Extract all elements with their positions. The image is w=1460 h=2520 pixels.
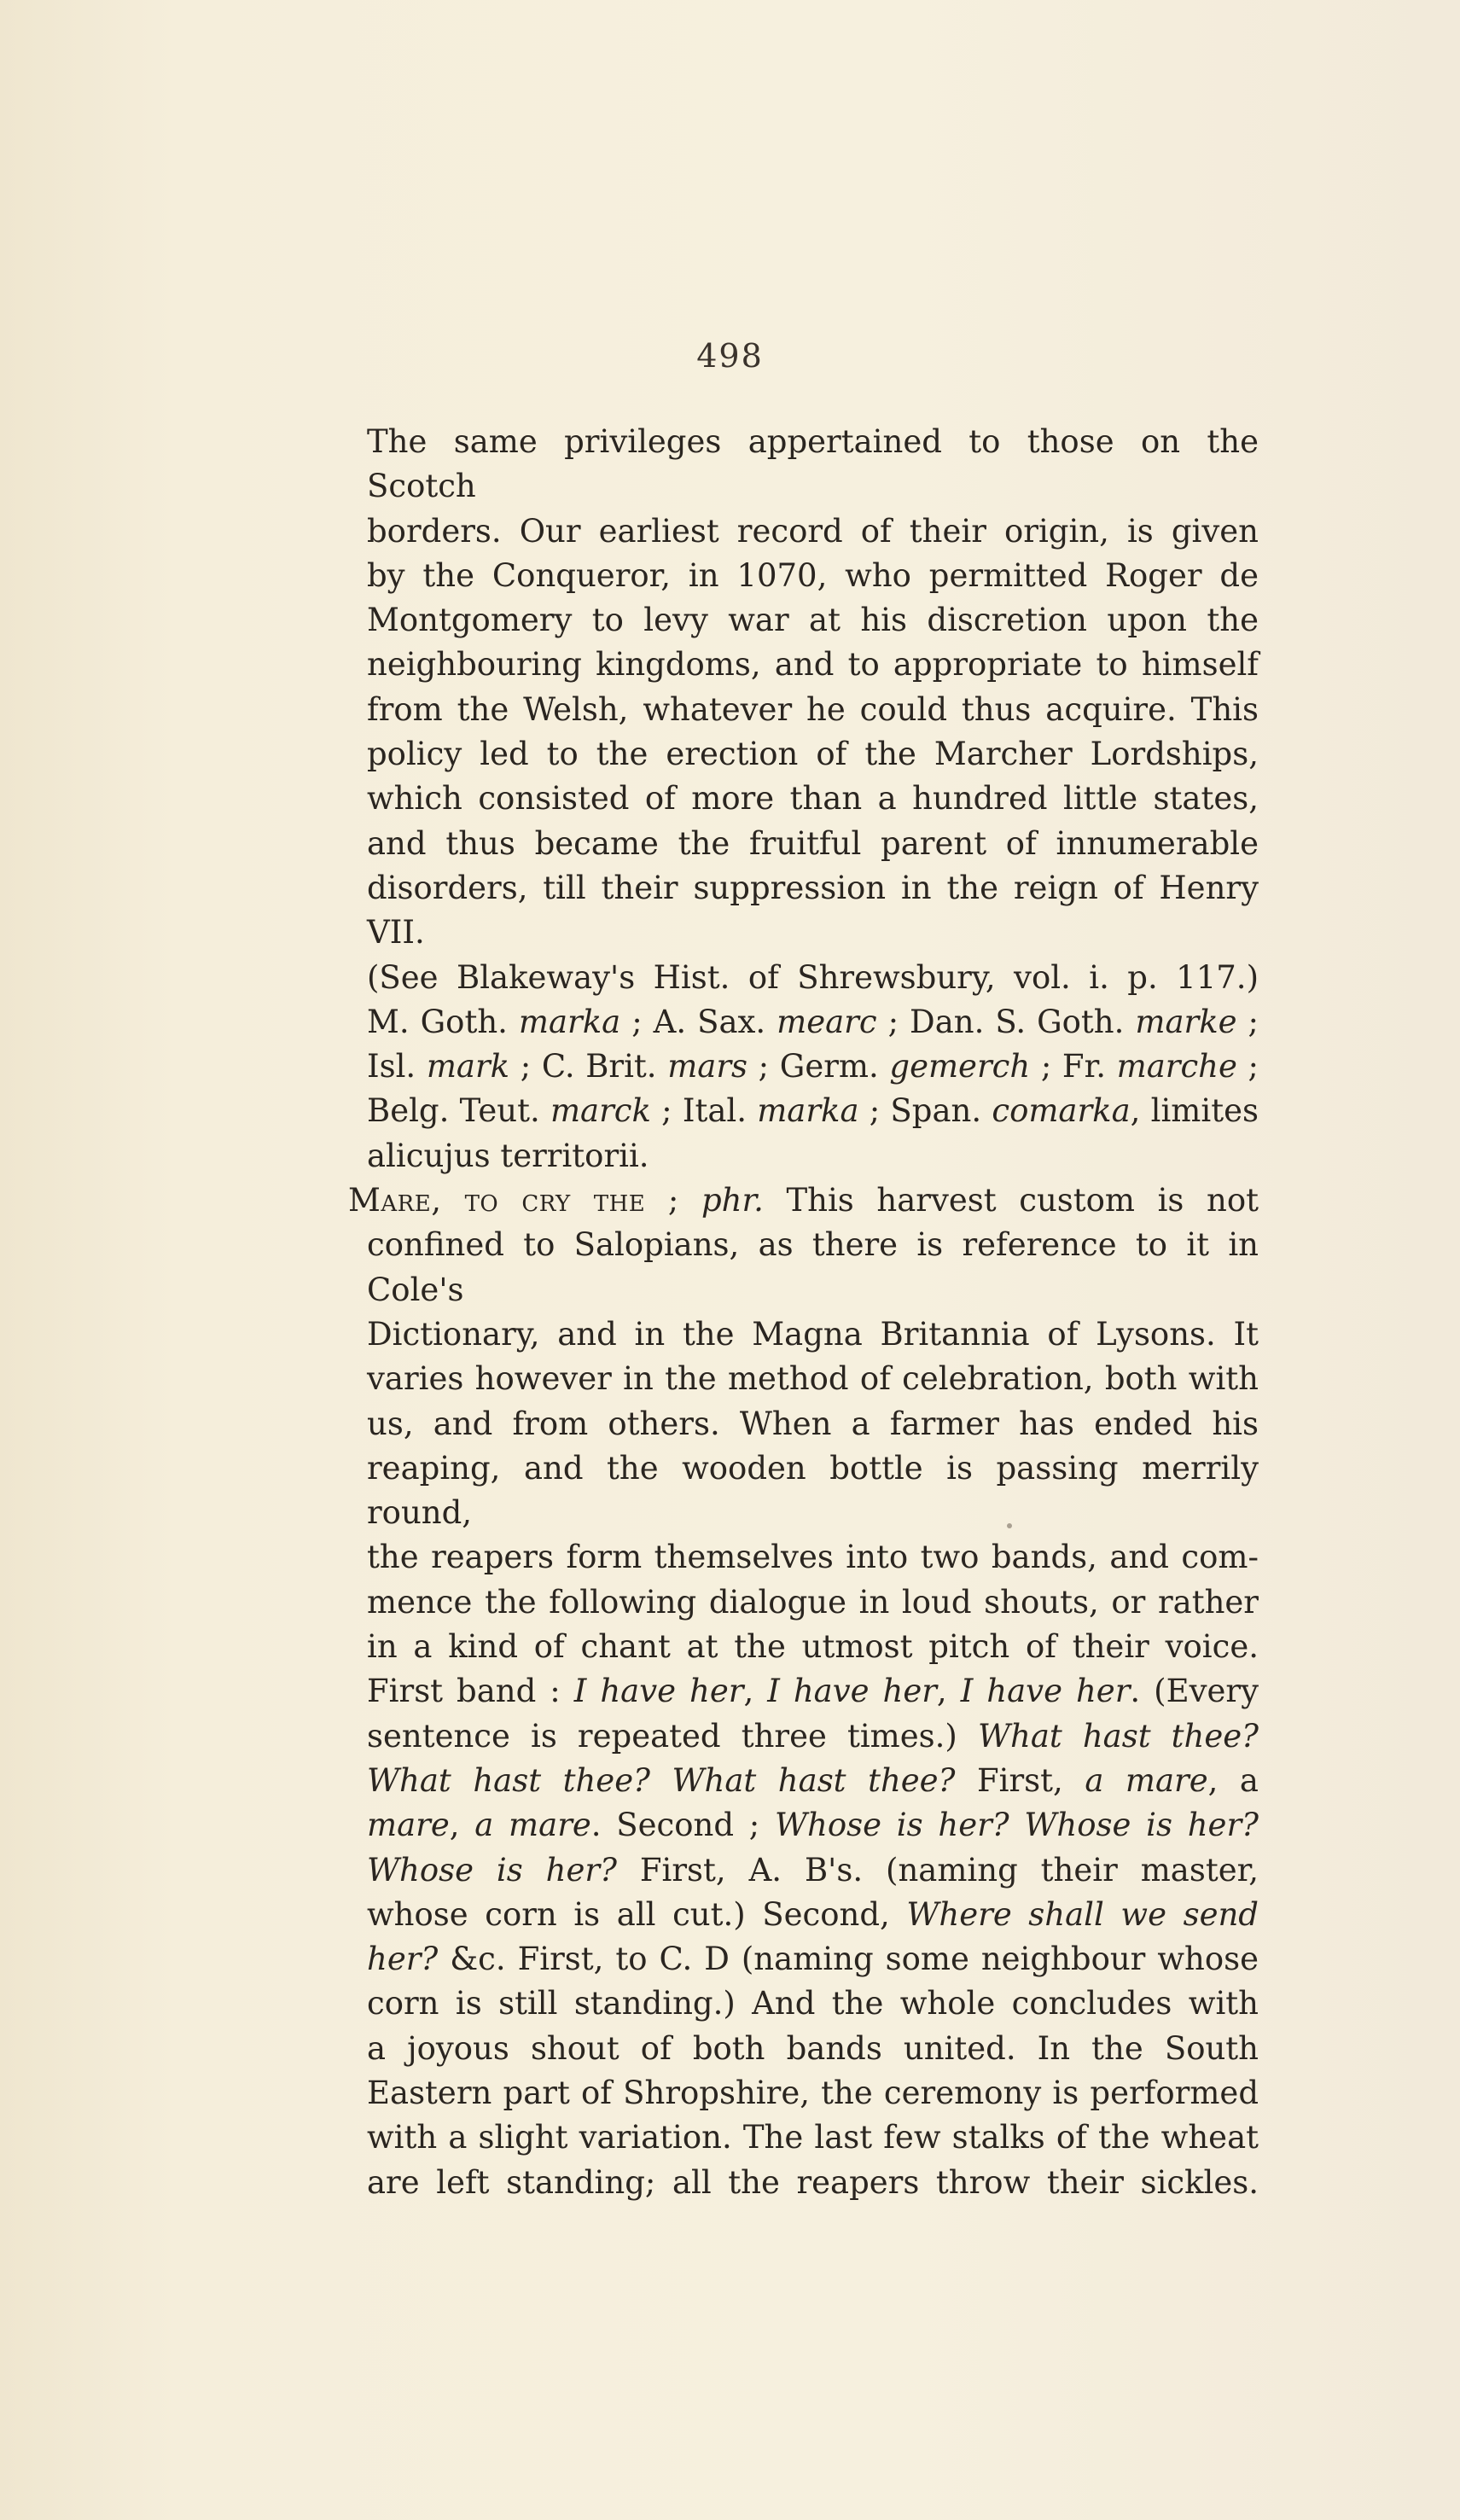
text-line: with a slight variation. The last few stalks of the wheat	[367, 2119, 1259, 2156]
text-line: Montgomery to levy war at his discretion upon the	[367, 602, 1259, 639]
text-line: whose corn is all cut.) Second, Where shall we send	[367, 1895, 1259, 1933]
text-line: disorders, till their suppression in the reign of Henry VII.	[367, 869, 1259, 952]
text-line: The same privileges appertained to those on the Scotch	[367, 423, 1259, 505]
text-line: (See Blakeway's Hist. of Shrewsbury, vol. i. p. 117.)	[367, 958, 1259, 996]
text-line: What hast thee? What hast thee? First, a mare, a	[367, 1761, 1259, 1799]
text-line: neighbouring kingdoms, and to appropriate to himself	[367, 646, 1259, 684]
text-line: are left standing; all the reapers throw their sickles.	[367, 2163, 1259, 2201]
text-line: us, and from others. When a farmer has ended his	[367, 1405, 1259, 1442]
text-line: a joyous shout of both bands united. In the South	[367, 2029, 1259, 2067]
text-line: the reapers form themselves into two bands, and com-	[367, 1539, 1259, 1576]
text-line: by the Conqueror, in 1070, who permitted Roger de	[367, 556, 1259, 594]
page-number: 498	[696, 337, 764, 375]
text-line: Belg. Teut. marck ; Ital. marka ; Span. comarka, limites	[367, 1092, 1259, 1130]
text-line: varies however in the method of celebration, both with	[367, 1360, 1259, 1398]
text-line: M. Goth. marka ; A. Sax. mearc ; Dan. S. Goth. marke ;	[367, 1003, 1259, 1040]
margin-speck	[1007, 1523, 1012, 1528]
text-line: from the Welsh, whatever he could thus acquire. This	[367, 690, 1259, 728]
body-text	[348, 420, 1259, 2205]
text-line: Eastern part of Shropshire, the ceremony is performed	[367, 2074, 1259, 2111]
text-line: sentence is repeated three times.) What hast thee?	[367, 1717, 1259, 1755]
text-line: which consisted of more than a hundred little states,	[367, 780, 1259, 818]
text-line: and thus became the fruitful parent of innumerable	[367, 824, 1259, 862]
text-line: confined to Salopians, as there is reference to it in Cole's	[367, 1226, 1259, 1308]
text-line: borders. Our earliest record of their origin, is given	[367, 512, 1259, 550]
text-line: corn is still standing.) And the whole concludes with	[367, 1985, 1259, 2022]
text-line: policy led to the erection of the Marcher Lordships,	[367, 736, 1259, 773]
text-line: alicujus territorii.	[367, 1137, 649, 1174]
text-line: in a kind of chant at the utmost pitch of their voice.	[367, 1628, 1259, 1666]
text-line: First band : I have her, I have her, I have her. (Every	[367, 1673, 1259, 1710]
text-line: her? &c. First, to C. D (naming some neighbour whose	[367, 1941, 1259, 1978]
text-line: mare, a mare. Second ; Whose is her? Whose is her?	[367, 1807, 1259, 1844]
text-line: Whose is her? First, A. B's. (naming their master,	[367, 1851, 1259, 1889]
entry-headword-line: Mare, to cry the ; phr. This harvest custom is not	[348, 1182, 1259, 1219]
text-line: mence the following dialogue in loud shouts, or rather	[367, 1583, 1259, 1621]
text-line: reaping, and the wooden bottle is passing merrily round,	[367, 1449, 1259, 1532]
text-line: Dictionary, and in the Magna Britannia of Lysons. It	[367, 1315, 1259, 1353]
text-line: Isl. mark ; C. Brit. mars ; Germ. gemerch ; Fr. marche ;	[367, 1048, 1259, 1085]
